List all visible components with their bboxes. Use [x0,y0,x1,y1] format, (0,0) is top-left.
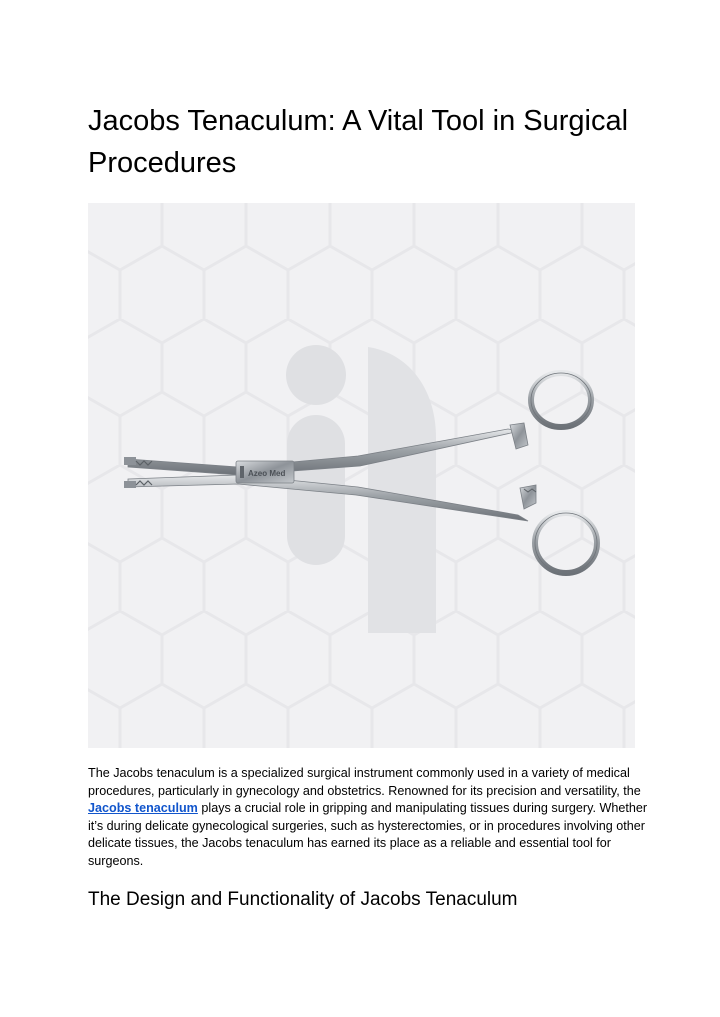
section-heading: The Design and Functionality of Jacobs Tenaculum [88,889,518,910]
instrument-imprint: Azeo Med [248,469,286,478]
jacobs-tenaculum-link[interactable]: Jacobs tenaculum [88,801,198,816]
tenaculum-illustration [88,203,635,748]
page-title: Jacobs Tenaculum: A Vital Tool in Surgical Procedures [88,105,629,179]
product-image [88,203,635,748]
intro-text-end: plays a crucial role in gripping and manipulating tissues during surgery. Whether it’s during delicate gynecological surgeries, such as hysterectomies, or in procedures involving other delicate tissues, the Jacobs tenaculum has earned its place as a reliable and essential tool for surgeons. [88,801,648,868]
intro-text-start: The Jacobs tenaculum is a specialized surgical instrument commonly used in a variety of medical procedures, particularly in gynecology and obstetrics. Renowned for its precision and versatility, the [88,766,641,798]
intro-paragraph [88,765,648,871]
